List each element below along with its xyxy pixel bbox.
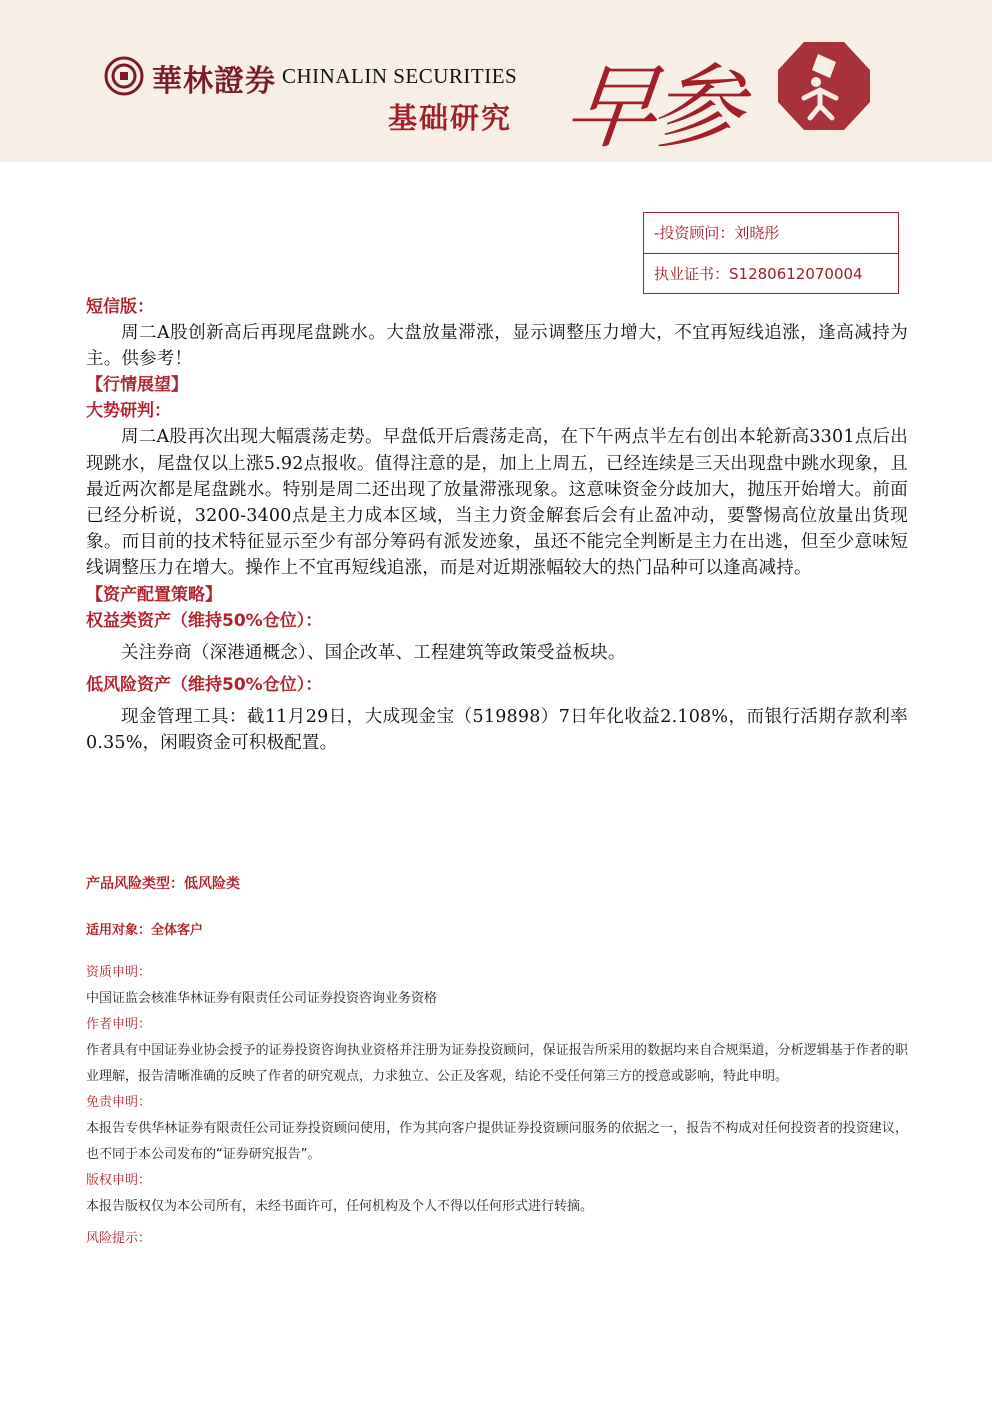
equity-assets-body: 关注券商（深港通概念）、国企改革、工程建筑等政策受益板块。 (121, 642, 626, 663)
short-message-body: 周二A股创新高后再现尾盘跳水。大盘放量滞涨，显示调整压力增大，不宜再短线追涨，逢高减持为主。供参考！ (86, 323, 908, 370)
equity-assets-heading: 权益类资产（维持50%仓位）： (86, 610, 323, 631)
report-header (0, 0, 992, 162)
company-logo-icon (104, 56, 144, 96)
risk-hint-heading: 风险提示： (86, 1231, 152, 1246)
report-footer (86, 872, 908, 1252)
qualification-body: 中国证监会核准华林证券有限责任公司证券投资咨询业务资格 (86, 991, 438, 1006)
report-body (86, 294, 908, 756)
product-risk-type: 产品风险类型：低风险类 (86, 876, 240, 892)
copyright-body: 本报告版权仅为本公司所有，未经书面许可，任何机构及个人不得以任何形式进行转摘。 (86, 1199, 594, 1214)
disclaimer-body: 本报告专供华林证券有限责任公司证券投资顾问使用，作为其向客户提供证券投资顾问服务的依据之一，报告不构成对任何投资者的投资建议，也不同于本公司发布的“证券研究报告”。 (86, 1121, 908, 1162)
asset-allocation-heading: 【资产配置策略】 (86, 584, 222, 605)
market-outlook-heading: 【行情展望】 (86, 375, 188, 396)
trend-analysis-heading: 大势研判： (86, 401, 171, 422)
target-audience: 适用对象：全体客户 (86, 923, 204, 938)
low-risk-assets-body: 现金管理工具：截11月29日，大成现金宝（519898）7日年化收益2.108%，而银行活期存款利率0.35%，闲暇资金可积极配置。 (86, 706, 908, 754)
emblem-icon (776, 40, 872, 132)
copyright-heading: 版权申明： (86, 1173, 152, 1188)
author-body: 作者具有中国证券业协会授予的证券投资咨询执业资格并注册为证券投资顾问，保证报告所采用的数据均来自合规渠道，分析逻辑基于作者的职业理解，报告清晰准确的反映了作者的研究观点，力求独立、公正及客观，结论不受任何第三方的授意或影响，特此申明。 (86, 1043, 908, 1084)
low-risk-assets-heading: 低风险资产（维持50%仓位）： (86, 674, 323, 695)
advisor-box (643, 212, 899, 294)
author-heading: 作者申明： (86, 1017, 152, 1032)
trend-analysis-body: 周二A股再次出现大幅震荡走势。早盘低开后震荡走高，在下午两点半左右创出本轮新高3301点后出现跳水，尾盘仅以上涨5.92点报收。值得注意的是，加上上周五，已经连续是三天出现盘中跳水现象，且最近两次都是尾盘跳水。特别是周二还出现了放量滞涨现象。这意味资金分歧加大，抛压开始增大。前面已经分析说，3200-3400点是主力成本区域，当主力资金解套后会有止盈冲动，要警惕高位放量出货现象。而目前的技术特征显示至少有部分筹码有派发迹象，虽还不能完全判断是主力在出逃，但至少意味短线调整压力在增大。操作上不宜再短线追涨，而是对近期涨幅较大的热门品种可以逢高减持。 (86, 427, 908, 579)
report-subtitle: 基础研究 (388, 101, 513, 135)
declarations (86, 960, 908, 1252)
company-name-cn: 華林證券 (152, 64, 276, 99)
brand-title: 早参 (559, 54, 743, 161)
short-message-heading: 短信版： (86, 297, 154, 317)
disclaimer-heading: 免责申明： (86, 1095, 152, 1110)
advisor-certificate: 执业证书：S1280612070004 (644, 253, 898, 294)
qualification-heading: 资质申明： (86, 965, 152, 980)
company-name-en: CHINALIN SECURITIES (282, 64, 518, 88)
advisor-name: -投资顾问：刘晓彤 (654, 224, 780, 242)
